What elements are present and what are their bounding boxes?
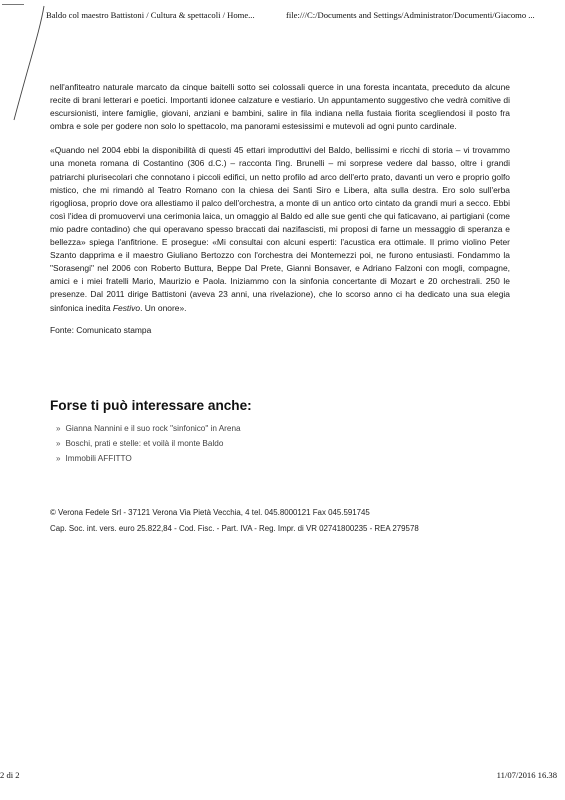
related-item[interactable]: [56, 421, 241, 436]
related-list: [56, 421, 241, 466]
bullet-icon: »: [56, 424, 61, 433]
print-timestamp: 11/07/2016 16.38: [496, 770, 557, 780]
quote-italic-title: Festivo: [112, 302, 141, 313]
page-url: file:///C:/Documents and Settings/Administrator/Documenti/Giacomo ...: [286, 10, 535, 20]
footer-address: © Verona Fedele Srl - 37121 Verona Via Pietà Vecchia, 4 tel. 045.8000121 Fax 045.591745: [50, 508, 370, 517]
article-paragraph-quote: [50, 144, 510, 314]
article-source: Fonte: Comunicato stampa: [50, 324, 152, 335]
site-footer: [50, 505, 419, 537]
bullet-icon: »: [56, 439, 61, 448]
quote-text: «Quando nel 2004 ebbi la disponibilità di questi 45 ettari improduttivi del Baldo, bellissimi e ricchi di storia – vi trovammo una moneta romana di Costantino (306 d.C.) – racconta l'ing. Brunelli – mi sorprese vedere dal basso, oltre i grandi patriarchi plurisecolari che connotano i piccoli edifici, un netto profilo ad arco dell'erto prato, davanti un vero e proprio golfo mistico, che mi rimandò al Teatro Romano con la chiesa dei Santi Siro e Libera, alta sulla destra. Ero solo sull'erba rigogliosa, proprio dove ora allestiamo il palco dell'orchestra, a monte di un antico orto cintato da grandi muri a secco. Ebbi così l'idea di promuovervi una cerimonia laica, un omaggio al Baldo ed alle sue genti che qui faticavano, ai partigiani (come mio padre contadino) che qui operavano spesso braccati dai nazifascisti, mi proposi di farne un messaggio di speranza e bellezza» spiega l'anfitrione. E prosegue: «Mi consultai con alcuni esperti: l'acustica era ottimale. Il primo violino Peter Szanto dapprima e il maestro Giuliano Bertozzo con l'orchestra dei Montemezzi poi, ne furono entusiasti. Fondammo la "Sorasengi" nel 2006 con Roberto Buttura, Beppe Dal Prete, Gianni Bonsaver, e Adriano Falzoni con mogli, compagne, amici e i miei fratelli Mario, Maurizio e Paola. Iniziammo con la sinfonia concertante di Mozart e 20 orchestrali. 250 le presenze. Dal 2011 dirige Battistoni (aveva 23 anni, una rivelazione), che lo scorso anno ci ha dedicato una sua elegia sinfonica inedita: [50, 145, 510, 313]
related-link[interactable]: Boschi, prati e stelle: et voilà il monte Baldo: [65, 439, 224, 448]
page-title: Baldo col maestro Battistoni / Cultura & spettacoli / Home...: [46, 10, 255, 20]
related-item[interactable]: [56, 451, 241, 466]
footer-legal: Cap. Soc. int. vers. euro 25.822,84 - Cod. Fisc. - Part. IVA - Reg. Impr. di VR 02741800235 - REA 279578: [50, 524, 419, 533]
related-heading: Forse ti può interessare anche:: [50, 398, 252, 413]
related-item[interactable]: [56, 436, 241, 451]
related-link[interactable]: Immobili AFFITTO: [65, 454, 132, 463]
bullet-icon: »: [56, 454, 61, 463]
article-body: [50, 81, 510, 345]
quote-ending: . Un onore».: [140, 302, 187, 313]
print-page-number: 2 di 2: [0, 770, 20, 780]
article-paragraph: nell'anfiteatro naturale marcato da cinque baitelli sotto sei colossali querce in una foresta incantata, preceduto da alcune recite di brani letterari e poetici. Importanti idonee calzature e vestiario. Un appuntamento suggestivo che vedrà comitive di escursionisti, intere famiglie, giovani, anziani e bambini, salire in fila indiana nella fustaia fiorita scegliendosi il posto fra ombra e sole per godere non solo lo spettacolo, ma panorami estesissimi e mutevoli ad ogni punto cardinale.: [50, 82, 510, 132]
related-link[interactable]: Gianna Nannini e il suo rock "sinfonico" in Arena: [65, 424, 241, 433]
